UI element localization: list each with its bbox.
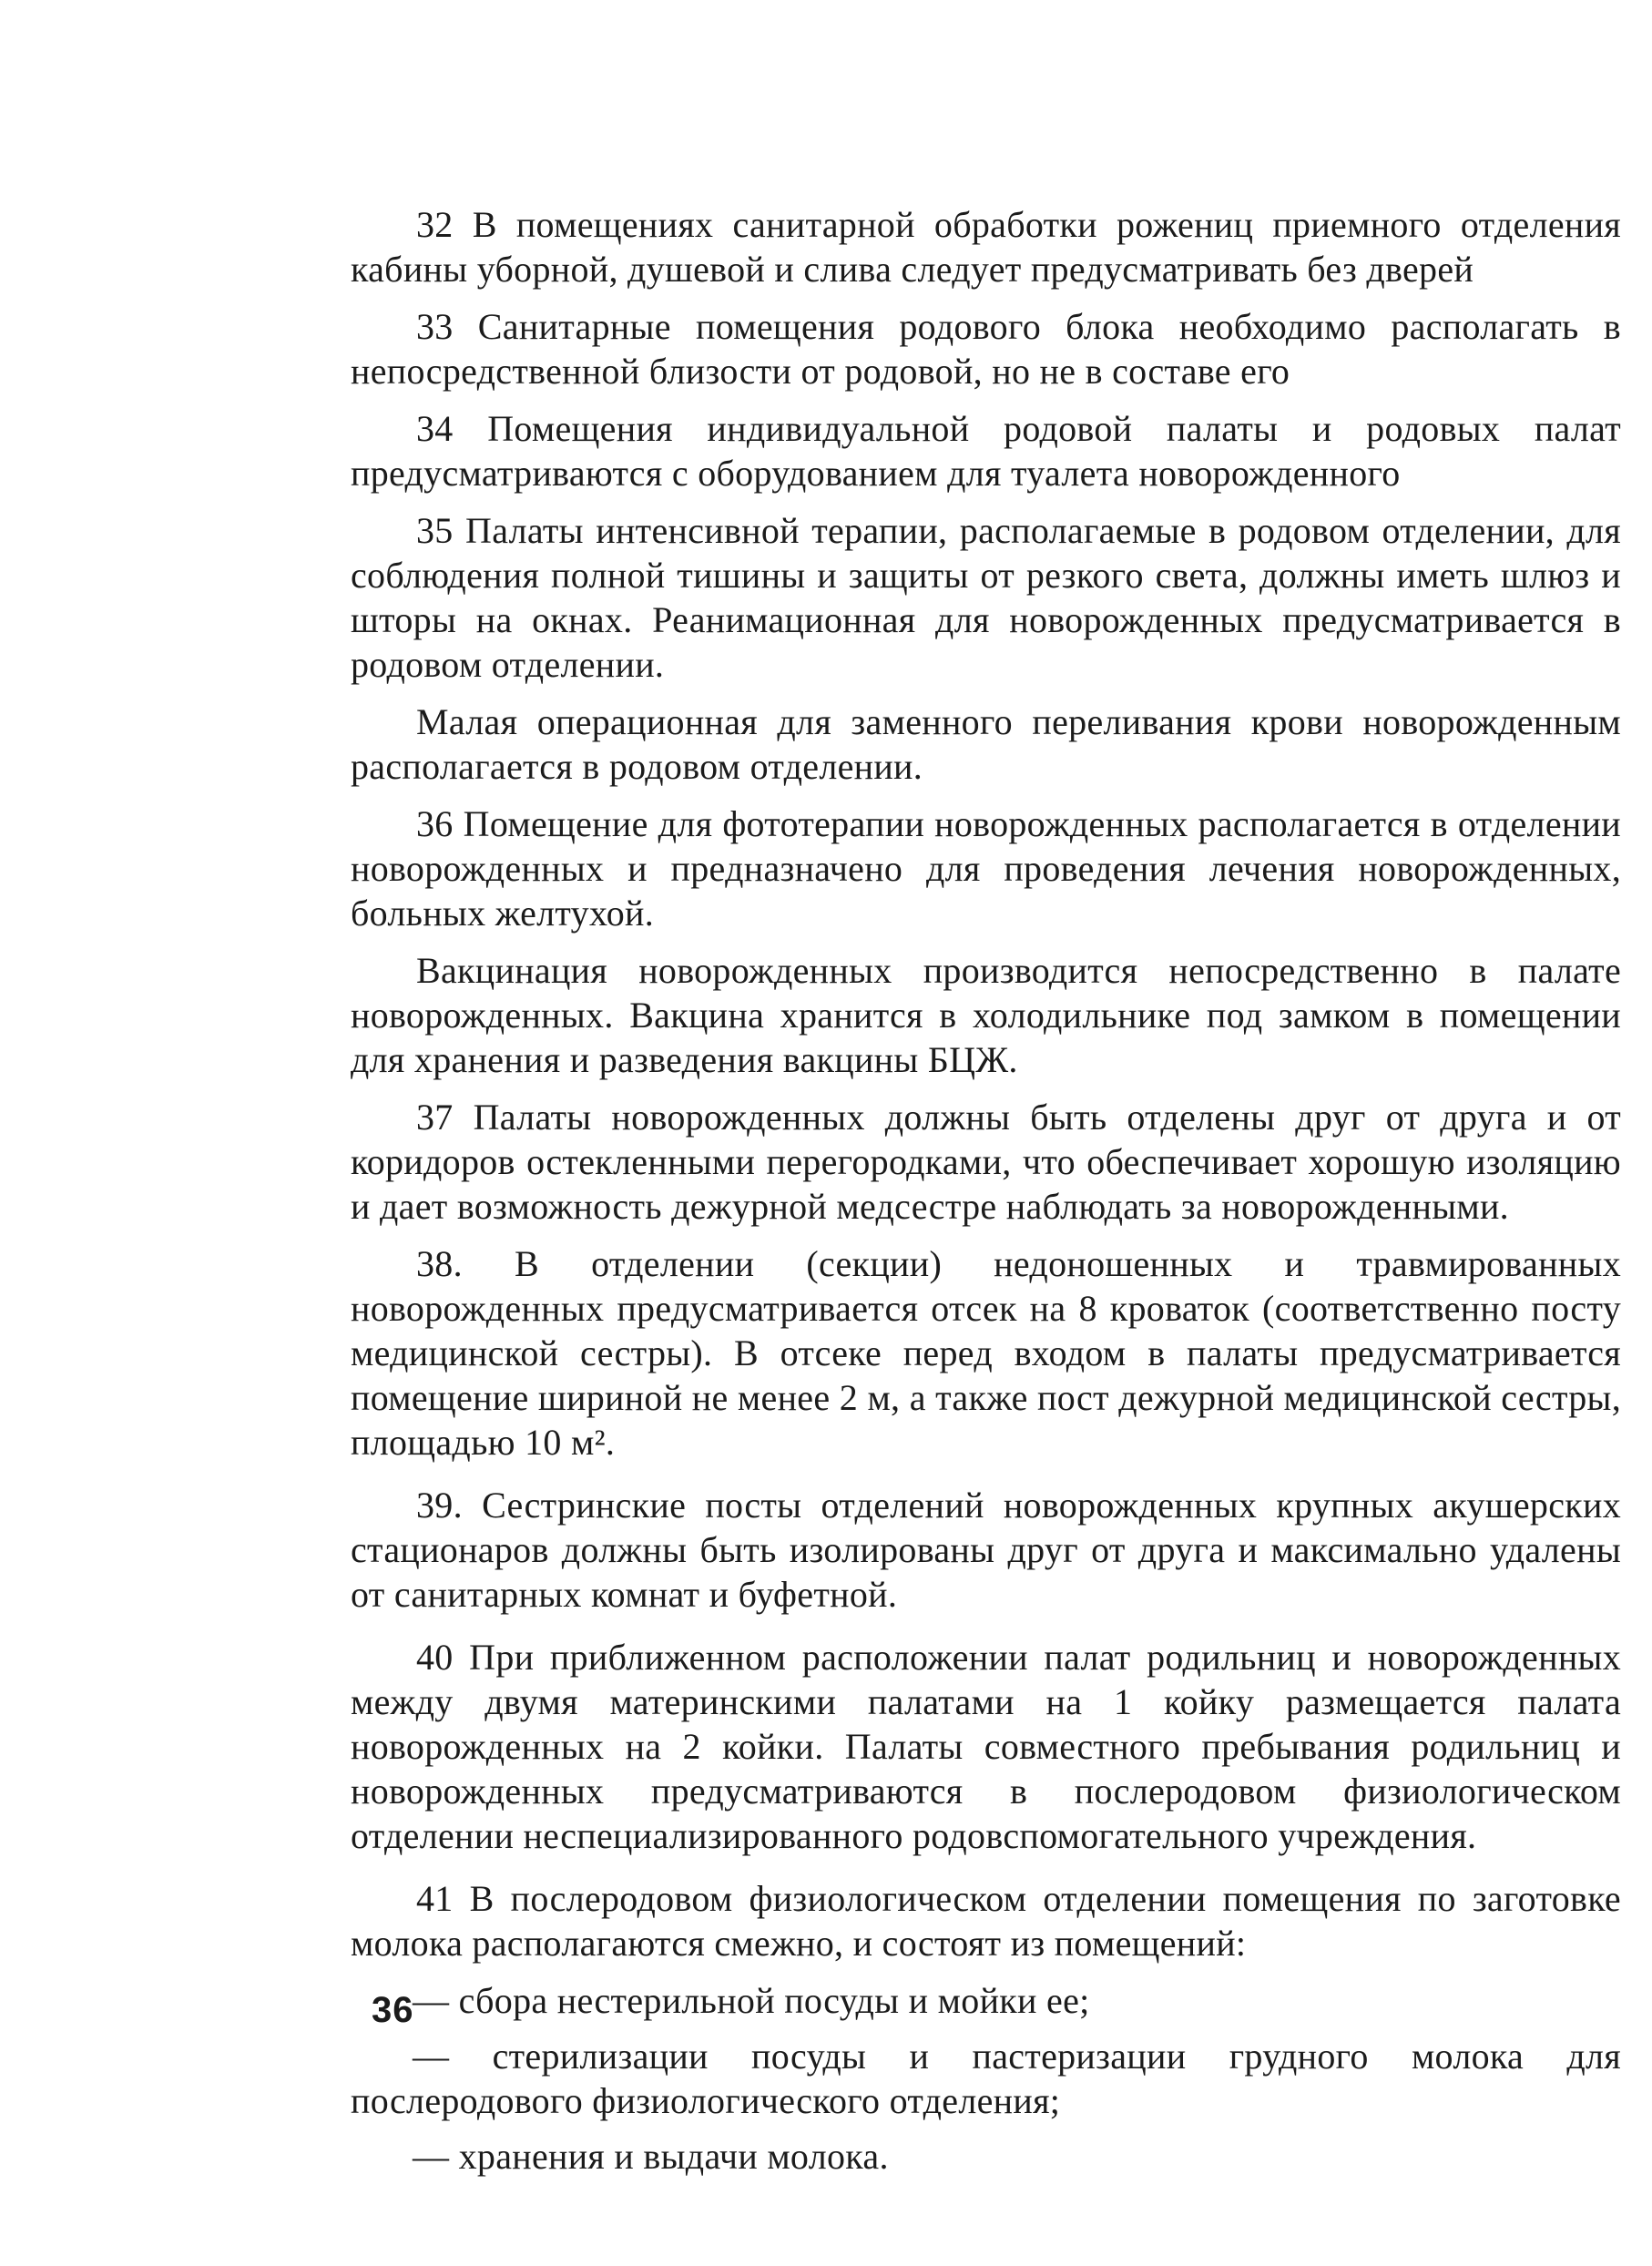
paragraph-40: 40 При приближенном расположении палат родильниц и новорожденных между двумя материнскими палатами на 1 койку размещается палата новорожденных на 2 койки. Палаты совместного пребывания родильниц и новорожденных предусматриваются в послеродовом физиологическом отделении неспециализированного родовспомогательного учреждения. — [351, 1637, 1621, 1856]
paragraph-39: 39. Сестринские посты отделений новорожденных крупных акушерских стационаров должны быть изолированы друг от друга и максимально удалены от санитарных комнат и буфетной. — [351, 1485, 1621, 1615]
page-number: 36 — [372, 1990, 414, 2030]
document-page — [351, 202, 1621, 2189]
paragraph-35-operating-room: Малая операционная для заменного переливания крови новорожденным располагается в родовом отделении. — [351, 701, 1621, 787]
paragraph-35: 35 Палаты интенсивной терапии, располагаемые в родовом отделении, для соблюдения полной тишины и защиты от резкого света, должны иметь шлюз и шторы на окнах. Реанимационная для новорожденных предусматривается в родовом отделении. — [351, 510, 1621, 685]
paragraph-41: 41 В послеродовом физиологическом отделении помещения по заготовке молока располагаются смежно, и состоят из помещений: — [351, 1878, 1621, 1964]
paragraph-34: 34 Помещения индивидуальной родовой палаты и родовых палат предусматриваются с оборудованием для туалета новорожденного — [351, 408, 1621, 494]
paragraph-32: 32 В помещениях санитарной обработки рожениц приемного отделения кабины уборной, душевой и слива следует предусматривать без дверей — [351, 204, 1621, 290]
list-item-dish-washing: — сбора нестерильной посуды и мойки ее; — [413, 1980, 1090, 2021]
paragraph-36: 36 Помещение для фототерапии новорожденных располагается в отделении новорожденных и предназначено для проведения лечения новорожденных, больных желтухой. — [351, 803, 1621, 934]
paragraph-38: 38. В отделении (секции) недоношенных и травмированных новорожденных предусматривается отсек на 8 кроваток (соответственно посту медицинской сестры). В отсеке перед входом в палаты предусматривается помещение шириной не менее 2 м, а также пост дежурной медицинской сестры, площадью 10 м². — [351, 1243, 1621, 1463]
paragraph-36-vaccination: Вакцинация новорожденных производится непосредственно в палате новорожденных. Вакцина хранится в холодильнике под замком в помещении для хранения и разведения вакцины БЦЖ. — [351, 950, 1621, 1080]
list-item-milk-storage: — хранения и выдачи молока. — [413, 2136, 889, 2177]
list-item-sterilization: — стерилизации посуды и пастеризации грудного молока для послеродового физиологического отделения; — [351, 2036, 1621, 2121]
paragraph-37: 37 Палаты новорожденных должны быть отделены друг от друга и от коридоров остекленными перегородками, что обеспечивает хорошую изоляцию и дает возможность дежурной медсестре наблюдать за новорожденными. — [351, 1097, 1621, 1227]
paragraph-33: 33 Санитарные помещения родового блока необходимо располагать в непосредственной близости от родовой, но не в составе его — [351, 306, 1621, 392]
